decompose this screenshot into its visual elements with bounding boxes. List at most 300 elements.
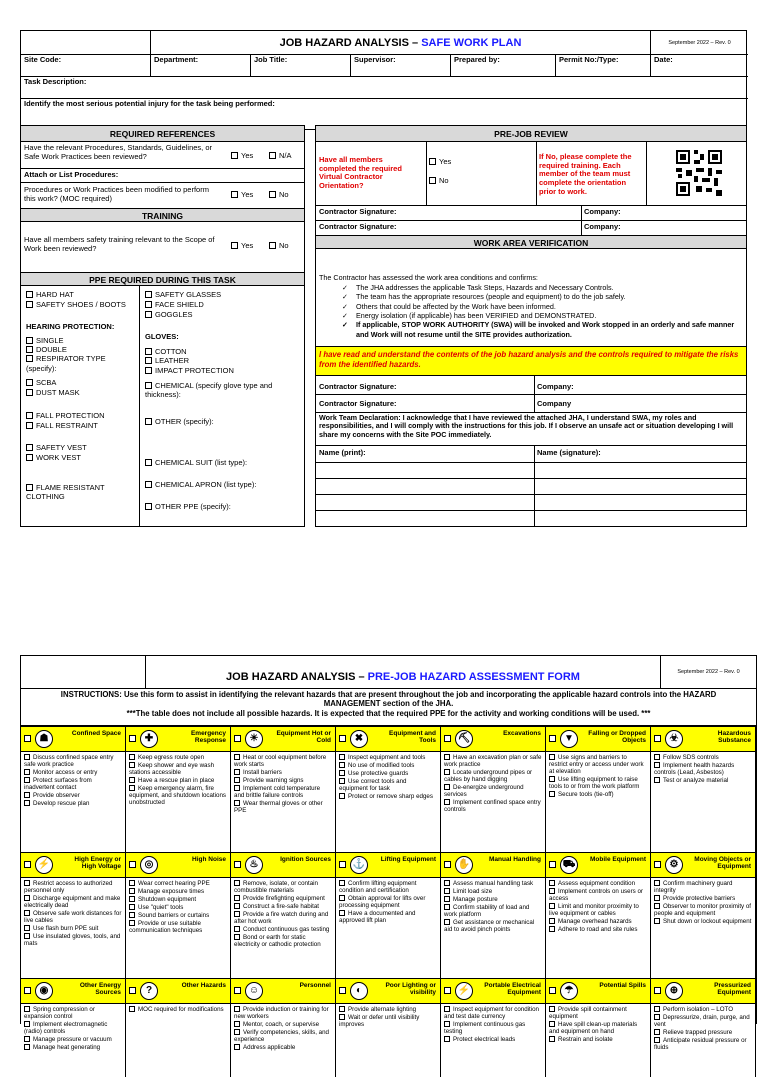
checkbox[interactable] xyxy=(339,754,345,760)
contractor-signature-4[interactable]: Contractor Signature: xyxy=(319,399,397,408)
checkbox[interactable] xyxy=(129,1006,135,1012)
ppe-safety-shoes[interactable]: SAFETY SHOES / BOOTS xyxy=(26,300,126,309)
hazard-header-high-voltage[interactable] xyxy=(21,852,126,878)
hazard-header-tools[interactable] xyxy=(336,726,441,752)
checkbox[interactable] xyxy=(129,888,135,894)
checkbox[interactable] xyxy=(339,987,346,994)
checkbox[interactable] xyxy=(145,348,152,355)
checkbox[interactable] xyxy=(549,880,555,886)
department-field[interactable]: Department: xyxy=(151,55,251,77)
ppe-fall-protection[interactable]: FALL PROTECTION xyxy=(26,411,105,420)
checkbox[interactable] xyxy=(129,777,135,783)
hazard-header-manual-handling[interactable] xyxy=(441,852,546,878)
checkbox[interactable] xyxy=(444,769,450,775)
permit-field[interactable]: Permit No:/Type: xyxy=(556,55,651,77)
checkbox[interactable] xyxy=(26,389,33,396)
checkbox[interactable] xyxy=(129,861,136,868)
references-yes[interactable]: Yes xyxy=(231,151,253,160)
hazard-control-item[interactable]: Keep egress route open xyxy=(129,754,227,762)
checkbox[interactable] xyxy=(549,903,555,909)
hazard-control-item[interactable]: No use of modified tools xyxy=(339,762,437,770)
hazard-control-item[interactable]: Develop rescue plan xyxy=(24,800,122,808)
divider xyxy=(316,494,746,495)
checkbox[interactable] xyxy=(549,888,555,894)
hazard-control-item[interactable]: Follow SDS controls xyxy=(654,754,752,762)
checkbox[interactable] xyxy=(339,762,345,768)
contractor-signature-2[interactable]: Contractor Signature: xyxy=(319,222,397,231)
checkbox[interactable] xyxy=(654,861,661,868)
hazard-control-item[interactable]: Confirm stability of load and work platform xyxy=(444,903,530,918)
modified-no[interactable]: No xyxy=(269,190,289,199)
hazard-control-item[interactable]: Shut down or lockout equipment xyxy=(654,918,752,926)
checkbox[interactable] xyxy=(26,379,33,386)
checkbox[interactable] xyxy=(549,1006,555,1012)
checkbox[interactable] xyxy=(26,301,33,308)
prepared-by-field[interactable]: Prepared by: xyxy=(451,55,556,77)
hazard-header-excavation[interactable] xyxy=(441,726,546,752)
checkbox[interactable] xyxy=(444,1006,450,1012)
hazard-control-item[interactable]: Provide warning signs xyxy=(234,777,332,785)
hazard-header-spill[interactable] xyxy=(546,978,651,1004)
checkbox[interactable] xyxy=(231,242,238,249)
hazard-control-item[interactable]: Manage overhead hazards xyxy=(549,918,647,926)
hazard-control-item[interactable]: Discuss confined space entry safe work practice xyxy=(24,754,114,768)
hazard-control-item[interactable]: Depressurize, drain, purge, and vent xyxy=(654,1013,750,1028)
checkbox[interactable] xyxy=(234,800,240,806)
checkbox[interactable] xyxy=(145,418,152,425)
hazard-control-item[interactable]: Provide or use suitable communication techniques xyxy=(129,919,203,934)
hazard-control-item[interactable]: Implement continuous gas testing xyxy=(444,1020,526,1035)
checkbox[interactable] xyxy=(549,776,555,782)
checkbox[interactable] xyxy=(339,778,345,784)
company-3[interactable]: Company: xyxy=(537,382,574,391)
checkbox[interactable] xyxy=(234,754,240,760)
checkbox[interactable] xyxy=(145,382,152,389)
hazard-control-item[interactable]: Provide induction or training for new workers xyxy=(234,1006,329,1020)
hazard-control-item[interactable]: Install barriers xyxy=(234,769,332,777)
hazard-control-item[interactable]: Protect electrical leads xyxy=(444,1036,542,1044)
hazard-label: Ignition Sources xyxy=(280,856,331,863)
checkbox[interactable] xyxy=(24,910,30,916)
checkbox[interactable] xyxy=(654,903,660,909)
hazard-control-item[interactable]: Protect or remove sharp edges xyxy=(339,793,437,801)
checkbox[interactable] xyxy=(145,367,152,374)
checkbox[interactable] xyxy=(339,770,345,776)
checkbox[interactable] xyxy=(129,920,135,926)
supervisor-field[interactable]: Supervisor: xyxy=(351,55,451,77)
hazard-header-hazardous-substance[interactable] xyxy=(651,726,756,752)
hazard-control-item[interactable]: Provide alternate lighting xyxy=(339,1006,437,1014)
hazard-control-item[interactable]: Adhere to road and site rules xyxy=(549,926,647,934)
hazard-control-item[interactable]: Address applicable xyxy=(234,1044,332,1052)
hazard-control-item[interactable]: Spring compression or expansion control xyxy=(24,1006,95,1020)
ppe-safety-vest[interactable]: SAFETY VEST xyxy=(26,443,87,452)
checkbox[interactable] xyxy=(145,301,152,308)
checkbox[interactable] xyxy=(234,934,240,940)
hazard-control-item[interactable]: Assess equipment condition xyxy=(549,880,647,888)
hazard-control-item[interactable]: Locate underground pipes or cables by hand digging xyxy=(444,768,533,783)
orientation-yes[interactable]: Yes xyxy=(429,157,451,166)
ppe-chemical-apron[interactable]: CHEMICAL APRON (list type): xyxy=(145,480,256,489)
hazard-control-item[interactable]: Manage pressure or vacuum xyxy=(24,1036,122,1044)
checkbox[interactable] xyxy=(26,454,33,461)
checkbox[interactable] xyxy=(269,191,276,198)
company-1[interactable]: Company: xyxy=(584,207,621,216)
name-print-field[interactable]: Name (print): xyxy=(319,448,366,457)
checkbox[interactable] xyxy=(339,895,345,901)
hazard-control-item[interactable]: Get assistance or mechanical aid to avoid pinch points xyxy=(444,918,535,933)
hazard-control-item[interactable]: Wear correct hearing PPE xyxy=(129,880,227,888)
checkbox[interactable] xyxy=(26,422,33,429)
hazard-control-item[interactable]: Monitor access or entry xyxy=(24,769,122,777)
hazard-controls xyxy=(651,878,756,978)
checkbox[interactable] xyxy=(444,861,451,868)
hazard-control-item[interactable]: Keep shower and eye wash stations accessible xyxy=(129,761,215,776)
checkbox[interactable] xyxy=(26,484,33,491)
hazard-header-poor-lighting[interactable] xyxy=(336,978,441,1004)
checkbox[interactable] xyxy=(24,1021,30,1027)
ppe-flame-resistant[interactable]: FLAME RESISTANT CLOTHING xyxy=(26,483,105,501)
checkbox[interactable] xyxy=(24,987,31,994)
checkbox[interactable] xyxy=(129,904,135,910)
hazard-control-item[interactable]: Provide a fire watch during and after hot work xyxy=(234,910,329,925)
ppe-chemical-gloves[interactable]: CHEMICAL (specify glove type and thickness): xyxy=(145,381,273,399)
hazard-header-what-if[interactable] xyxy=(126,978,231,1004)
checkbox[interactable] xyxy=(444,904,450,910)
checkbox[interactable] xyxy=(129,912,135,918)
hazard-header-high-noise[interactable] xyxy=(126,852,231,878)
hazard-control-item[interactable]: Implement cold temperature and brittle failure controls xyxy=(234,784,321,799)
hazard-control-item[interactable]: Use "quiet" tools xyxy=(129,904,227,912)
checkbox[interactable] xyxy=(234,769,240,775)
contractor-signature-1[interactable]: Contractor Signature: xyxy=(319,207,397,216)
verification-item: ✓ The team has the appropriate resources (people and equipment) to do the job safely. xyxy=(342,292,626,302)
modified-yes[interactable]: Yes xyxy=(231,190,253,199)
checkbox[interactable] xyxy=(429,158,436,165)
checkbox[interactable] xyxy=(24,1044,30,1050)
hazard-control-item[interactable]: Conduct continuous gas testing xyxy=(234,926,332,934)
checkbox[interactable] xyxy=(145,503,152,510)
checkbox[interactable] xyxy=(234,987,241,994)
checkbox[interactable] xyxy=(444,784,450,790)
hazard-header-pressurized[interactable] xyxy=(651,978,756,1004)
orientation-no[interactable]: No xyxy=(429,176,449,185)
checkbox[interactable] xyxy=(129,762,135,768)
company-4[interactable]: Company xyxy=(537,399,572,408)
hazard-control-item[interactable]: Implement controls on users or access xyxy=(549,887,643,902)
hazard-control-item[interactable]: Anticipate residual pressure or fluids xyxy=(654,1036,747,1051)
checkbox[interactable] xyxy=(339,910,345,916)
checkbox[interactable] xyxy=(654,880,660,886)
hazard-control-item[interactable]: Inspect equipment and tools xyxy=(339,754,437,762)
hazard-control-item[interactable]: Mentor, coach, or supervise xyxy=(234,1021,332,1029)
hazard-control-item[interactable]: Observe safe work distances for live cables xyxy=(24,909,122,924)
ppe-face-shield[interactable]: FACE SHIELD xyxy=(145,300,204,309)
contractor-signature-3[interactable]: Contractor Signature: xyxy=(319,382,397,391)
hazard-control-item[interactable]: Observer to monitor proximity of people and equipment xyxy=(654,902,752,917)
hazard-controls xyxy=(231,752,336,852)
hazard-label: Poor Lighting or visibility xyxy=(385,982,436,997)
checkbox[interactable] xyxy=(654,895,660,901)
checkbox[interactable] xyxy=(269,242,276,249)
hazard-control-item[interactable]: Use signs and barriers to restrict entry or access under work at elevation xyxy=(549,754,644,775)
checkbox[interactable] xyxy=(145,357,152,364)
checkbox[interactable] xyxy=(444,880,450,886)
hazard-control-item[interactable]: Have an excavation plan or safe work practice xyxy=(444,754,542,768)
ppe-dust-mask[interactable]: DUST MASK xyxy=(26,388,80,397)
checkbox[interactable] xyxy=(129,880,135,886)
checkbox[interactable] xyxy=(654,735,661,742)
hazard-control-item[interactable]: Provide observer xyxy=(24,792,122,800)
task-description-field[interactable]: Task Description: xyxy=(21,77,748,99)
checkbox[interactable] xyxy=(24,933,30,939)
checkbox[interactable] xyxy=(444,754,450,760)
checkbox[interactable] xyxy=(26,346,33,353)
hazard-header-ignition[interactable] xyxy=(231,852,336,878)
checkbox[interactable] xyxy=(234,1021,240,1027)
hazard-header-portable-electrical[interactable] xyxy=(441,978,546,1004)
checkbox[interactable] xyxy=(234,903,240,909)
hazard-header-personnel[interactable] xyxy=(231,978,336,1004)
ppe-single[interactable]: SINGLE xyxy=(26,336,64,345)
hazard-control-item[interactable]: Use insulated gloves, tools, and mats xyxy=(24,932,121,947)
hazard-control-item[interactable]: Use protective guards xyxy=(339,770,437,778)
checkbox[interactable] xyxy=(26,355,33,362)
checkbox[interactable] xyxy=(129,785,135,791)
checkbox[interactable] xyxy=(549,1021,555,1027)
checkbox[interactable] xyxy=(145,291,152,298)
checkbox[interactable] xyxy=(444,919,450,925)
checkbox[interactable] xyxy=(26,444,33,451)
hazard-header-emergency-response[interactable] xyxy=(126,726,231,752)
checkbox[interactable] xyxy=(129,754,135,760)
checkbox[interactable] xyxy=(654,1006,660,1012)
hazard-header-mobile-equipment[interactable] xyxy=(546,852,651,878)
checkbox[interactable] xyxy=(339,735,346,742)
checkbox[interactable] xyxy=(24,880,30,886)
checkbox[interactable] xyxy=(654,777,660,783)
checkbox[interactable] xyxy=(444,1036,450,1042)
ppe-cotton[interactable]: COTTON xyxy=(145,347,187,356)
checkbox[interactable] xyxy=(429,177,436,184)
hazard-control-item[interactable]: Obtain approval for lifts over processing equipment xyxy=(339,894,426,909)
hazard-control-item[interactable]: Sound barriers or curtains xyxy=(129,912,227,920)
hazard-control-item[interactable]: Keep emergency alarm, fire equipment, and shutdown locations unobstructed xyxy=(129,784,227,806)
hazard-control-item[interactable]: Construct a fire-safe habitat xyxy=(234,903,332,911)
hazard-control-item[interactable]: Have spill clean-up materials and equipment on hand xyxy=(549,1020,638,1035)
checkbox[interactable] xyxy=(339,1006,345,1012)
checkbox[interactable] xyxy=(26,291,33,298)
checkbox[interactable] xyxy=(234,1006,240,1012)
hazard-control-item[interactable]: MOC required for modifications xyxy=(129,1006,227,1014)
hazard-control-item[interactable]: Remove, isolate, or contain combustible materials xyxy=(234,880,318,894)
hazard-header-lifting[interactable] xyxy=(336,852,441,878)
checkbox[interactable] xyxy=(654,754,660,760)
checkbox[interactable] xyxy=(234,1029,240,1035)
checkbox[interactable] xyxy=(444,735,451,742)
checkbox[interactable] xyxy=(269,152,276,159)
name-signature-field[interactable]: Name (signature): xyxy=(537,448,601,457)
training-yes[interactable]: Yes xyxy=(231,241,253,250)
checkbox[interactable] xyxy=(24,1006,30,1012)
hazard-control-item[interactable]: Implement health hazards controls (Lead, Asbestos) xyxy=(654,761,735,776)
hazard-header-energy-sources[interactable] xyxy=(21,978,126,1004)
checkbox[interactable] xyxy=(549,735,556,742)
company-2[interactable]: Company: xyxy=(584,222,621,231)
checkbox[interactable] xyxy=(26,337,33,344)
hazard-control-item[interactable]: Provide spill containment equipment xyxy=(549,1006,627,1020)
checkbox[interactable] xyxy=(234,911,240,917)
hazard-control-item[interactable]: Inspect equipment for condition and test date currency xyxy=(444,1006,539,1020)
checkbox[interactable] xyxy=(24,895,30,901)
checkbox[interactable] xyxy=(231,191,238,198)
hazard-header-confined-space[interactable] xyxy=(21,726,126,752)
injury-field[interactable]: Identify the most serious potential injury for the task being performed: xyxy=(24,99,275,108)
checkbox[interactable] xyxy=(145,459,152,466)
checkbox[interactable] xyxy=(654,762,660,768)
checkbox[interactable] xyxy=(549,987,556,994)
hazard-controls xyxy=(651,1004,756,1077)
hazard-control-item[interactable]: Provide firefighting equipment xyxy=(234,895,332,903)
hazard-control-item[interactable]: De-energize underground services xyxy=(444,783,524,798)
checkbox[interactable] xyxy=(444,799,450,805)
date-field[interactable]: Date: xyxy=(651,55,748,77)
hazard-header-thermometer[interactable] xyxy=(231,726,336,752)
checkbox[interactable] xyxy=(145,311,152,318)
hazard-control-item[interactable]: Verify competencies, skills, and experience xyxy=(234,1028,329,1043)
checkbox[interactable] xyxy=(654,987,661,994)
ppe-respirator[interactable]: RESPIRATOR TYPE xyxy=(26,354,106,363)
checkbox[interactable] xyxy=(24,925,30,931)
hazard-control-item[interactable]: Implement confined space entry controls xyxy=(444,798,541,813)
checkbox[interactable] xyxy=(234,735,241,742)
ppe-double[interactable]: DOUBLE xyxy=(26,345,67,354)
hazard-control-item[interactable]: Assess manual handling task xyxy=(444,880,542,888)
checkbox[interactable] xyxy=(549,861,556,868)
checkbox[interactable] xyxy=(234,880,240,886)
checkbox[interactable] xyxy=(444,1021,450,1027)
checkbox[interactable] xyxy=(24,861,31,868)
references-na[interactable]: N/A xyxy=(269,151,292,160)
checkbox[interactable] xyxy=(129,987,136,994)
checkbox[interactable] xyxy=(234,1044,240,1050)
checkbox[interactable] xyxy=(234,777,240,783)
hazard-control-item[interactable]: Manage posture xyxy=(444,896,542,904)
hazard-control-item[interactable]: Limit and monitor proximity to live equipment or cables xyxy=(549,902,639,917)
checkbox[interactable] xyxy=(234,861,241,868)
checkbox[interactable] xyxy=(654,918,660,924)
checkbox[interactable] xyxy=(24,735,31,742)
ppe-safety-glasses[interactable]: SAFETY GLASSES xyxy=(145,290,221,299)
ppe-other[interactable]: OTHER (specify): xyxy=(145,417,214,426)
checkbox[interactable] xyxy=(339,880,345,886)
hazard-control-item[interactable]: Secure tools (tie-off) xyxy=(549,791,647,799)
checkbox[interactable] xyxy=(129,896,135,902)
checkbox[interactable] xyxy=(549,1036,555,1042)
hazard-control-item[interactable]: Discharge equipment and make electrically dead xyxy=(24,894,121,909)
checkbox[interactable] xyxy=(444,896,450,902)
ppe-fall-restraint[interactable]: FALL RESTRAINT xyxy=(26,421,98,430)
hazard-control-item[interactable]: Test or analyze material xyxy=(654,777,752,785)
checkbox[interactable] xyxy=(129,735,136,742)
ppe-scba[interactable]: SCBA xyxy=(26,378,56,387)
hazard-control-item[interactable]: Protect surfaces from inadvertent contact xyxy=(24,776,92,791)
job-title-field[interactable]: Job Title: xyxy=(251,55,351,77)
checkbox[interactable] xyxy=(549,754,555,760)
checkbox[interactable] xyxy=(24,1036,30,1042)
hazard-control-item[interactable]: Confirm lifting equipment condition and certification xyxy=(339,880,417,894)
hazard-controls xyxy=(231,1004,336,1077)
checkbox[interactable] xyxy=(26,412,33,419)
hazard-control-item[interactable]: Heat or cool equipment before work starts xyxy=(234,754,327,768)
hazard-control-item[interactable]: Wear thermal gloves or other PPE xyxy=(234,799,323,814)
checkbox[interactable] xyxy=(654,1029,660,1035)
checkbox[interactable] xyxy=(339,1014,345,1020)
ppe-chemical-suit[interactable]: CHEMICAL SUIT (list type): xyxy=(145,458,247,467)
hazard-control-item[interactable]: Relieve trapped pressure xyxy=(654,1029,752,1037)
hazard-control-item[interactable]: Implement electromagnetic (radio) controls xyxy=(24,1020,108,1035)
training-no[interactable]: No xyxy=(269,241,289,250)
hazard-control-item[interactable]: Use correct tools and equipment for task xyxy=(339,777,407,792)
hazard-control-item[interactable]: Limit load size xyxy=(444,888,542,896)
ppe-impact[interactable]: IMPACT PROTECTION xyxy=(145,366,234,375)
checkbox[interactable] xyxy=(549,791,555,797)
checkbox[interactable] xyxy=(654,1014,660,1020)
checkbox[interactable] xyxy=(24,769,30,775)
ppe-work-vest[interactable]: WORK VEST xyxy=(26,453,81,462)
checkbox[interactable] xyxy=(444,888,450,894)
hazard-control-item[interactable]: Provide protective barriers xyxy=(654,895,752,903)
hazard-header-moving-objects[interactable] xyxy=(651,852,756,878)
checkbox[interactable] xyxy=(339,793,345,799)
checkbox[interactable] xyxy=(549,918,555,924)
checkbox[interactable] xyxy=(24,777,30,783)
checkbox[interactable] xyxy=(24,792,30,798)
hazard-control-item[interactable]: Use lifting equipment to raise tools to or from the work platform xyxy=(549,775,640,790)
hazard-control-item[interactable]: Confirm machinery guard integrity xyxy=(654,880,733,894)
checkbox[interactable] xyxy=(231,152,238,159)
verification-item: ✓ Others that could be affected by the Work have been informed. xyxy=(342,301,556,311)
ppe-leather[interactable]: LEATHER xyxy=(145,356,189,365)
checkbox[interactable] xyxy=(24,754,30,760)
checkbox[interactable] xyxy=(444,987,451,994)
checkbox[interactable] xyxy=(549,926,555,932)
hazard-control-item[interactable]: Have a documented and approved lift plan xyxy=(339,909,416,924)
hazard-header-falling-objects[interactable] xyxy=(546,726,651,752)
hazard-control-item[interactable]: Manage heat generating xyxy=(24,1044,122,1052)
checkbox[interactable] xyxy=(339,861,346,868)
site-code-field[interactable]: Site Code: xyxy=(21,55,151,77)
checkbox[interactable] xyxy=(24,800,30,806)
ppe-hard-hat[interactable]: HARD HAT xyxy=(26,290,74,299)
checkbox[interactable] xyxy=(234,926,240,932)
hazard-control-item[interactable]: Bond or earth for static electricity or cathodic protection xyxy=(234,933,321,948)
checkbox[interactable] xyxy=(234,785,240,791)
checkbox[interactable] xyxy=(234,895,240,901)
hazard-control-item[interactable]: Perform isolation – LOTO xyxy=(654,1006,752,1014)
hazard-control-item[interactable]: Restrain and isolate xyxy=(549,1036,647,1044)
checkbox[interactable] xyxy=(654,1037,660,1043)
hazard-control-item[interactable]: Shutdown equipment xyxy=(129,896,227,904)
hazard-control-item[interactable]: Use flash burn PPE suit xyxy=(24,925,122,933)
hazard-control-item[interactable]: Wait or defer until visibility improves xyxy=(339,1013,420,1028)
hazard-control-item[interactable]: Restrict access to authorized personnel only xyxy=(24,880,113,894)
ppe-goggles[interactable]: GOGGLES xyxy=(145,310,193,319)
ppe-other-ppe[interactable]: OTHER PPE (specify): xyxy=(145,502,231,511)
hazard-control-item[interactable]: Manage exposure times xyxy=(129,888,227,896)
hazard-control-item[interactable]: Have a rescue plan in place xyxy=(129,777,227,785)
checkbox[interactable] xyxy=(145,481,152,488)
